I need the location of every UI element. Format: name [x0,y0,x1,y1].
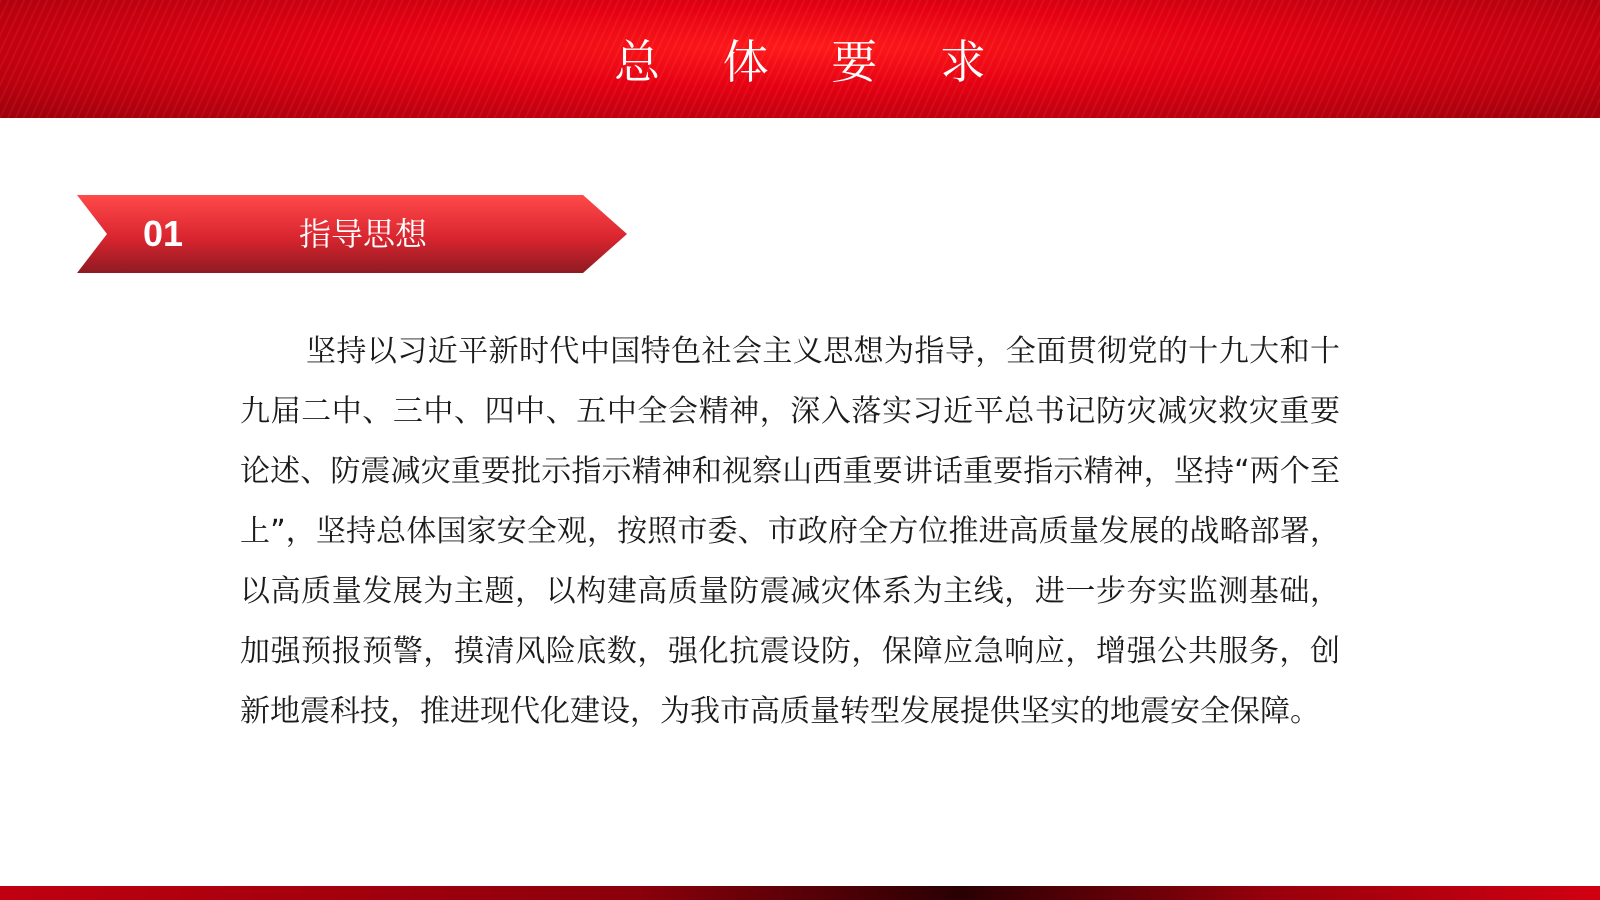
header-bar [0,0,1600,118]
body-paragraph: 坚持以习近平新时代中国特色社会主义思想为指导，全面贯彻党的十九大和十九届二中、三中、四中、五中全会精神，深入落实习近平总书记防灾减灾救灾重要论述、防震减灾重要批示指示精神和视察山西重要讲话重要指示精神，坚持“两个至上”，坚持总体国家安全观，按照市委、市政府全方位推进高质量发展的战略部署，以高质量发展为主题，以构建高质量防震减灾体系为主线，进一步夯实监测基础，加强预报预警，摸清风险底数，强化抗震设防，保障应急响应，增强公共服务，创新地震科技，推进现代化建设，为我市高质量转型发展提供坚实的地震安全保障。 [240,334,1340,729]
section-tag [77,195,627,273]
footer-bar [0,886,1600,900]
section-number: 01 [143,213,184,254]
page-title: 总 体 要 求 [614,35,1010,89]
section-title: 指导思想 [299,215,428,253]
